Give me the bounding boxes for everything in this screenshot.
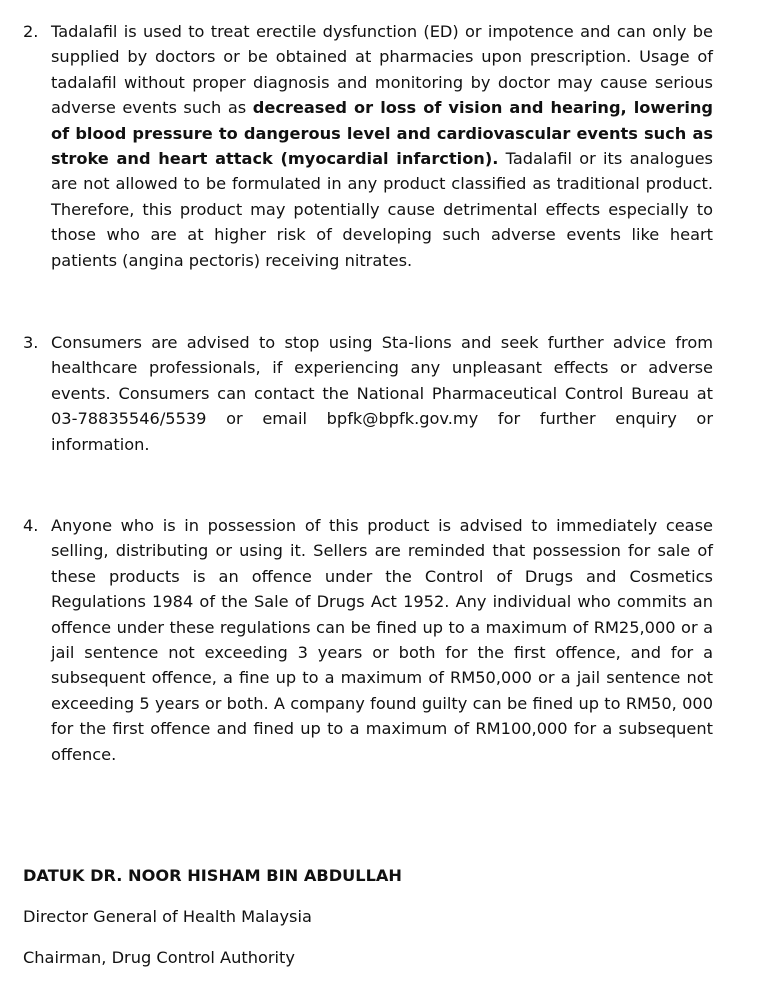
signatory-position: Chairman, Drug Control Authority (23, 948, 295, 967)
paragraph-text: Consumers are advised to stop using Sta-lions and seek further advice from healthcare professionals, if experiencing any unpleasant effects or adverse events. Consumers can contact the National Pharmaceutical Control Bureau at 03-78835546/5539 or email bpfk@bpfk.gov.my for further enquiry or information. (51, 333, 713, 454)
paragraph-text-part-a: Tadalafil is used to treat erectile dysfunction (ED) or impotence and can only be supplied by doctors or be obtained at pharmacies upon prescription. Usage of tadalafil without proper diagnosis and monitoring by doctor may cause serious adverse events such as (51, 22, 713, 118)
paragraph-text-part-b: Tadalafil or its analogues are not allowed to be formulated in any product classified as traditional product. Therefore, this product may potentially cause detrimental effects especially to those who are at higher risk of developing such adverse events like heart patients (angina pectoris) receiving nitrates. (51, 149, 713, 270)
signatory-title: Director General of Health Malaysia (23, 907, 312, 926)
paragraph-text-bold-warning: decreased or loss of vision and hearing, lowering of blood pressure to dangerous level and cardiovascular events such as stroke and heart attack (myocardial infarction). (51, 98, 713, 169)
paragraph-number: 4. (23, 516, 39, 535)
paragraph-text (51, 19, 713, 273)
paragraph-number: 3. (23, 333, 39, 352)
paragraph-number: 2. (23, 22, 39, 41)
signatory-name: DATUK DR. NOOR HISHAM BIN ABDULLAH (23, 866, 402, 885)
numbered-paragraph-3 (23, 330, 713, 457)
numbered-paragraph-2 (23, 19, 713, 273)
numbered-paragraph-4 (23, 513, 713, 767)
paragraph-text: Anyone who is in possession of this product is advised to immediately cease selling, distributing or using it. Sellers are reminded that possession for sale of these products is an offence under the Control of Drugs and Cosmetics Regulations 1984 of the Sale of Drugs Act 1952. Any individual who commits an offence under these regulations can be fined up to a maximum of RM25,000 or a jail sentence not exceeding 3 years or both for the first offence, and for a subsequent offence, a fine up to a maximum of RM50,000 or a jail sentence not exceeding 5 years or both. A company found guilty can be fined up to RM50, 000 for the first offence and fined up to a maximum of RM100,000 for a subsequent offence. (51, 516, 713, 764)
